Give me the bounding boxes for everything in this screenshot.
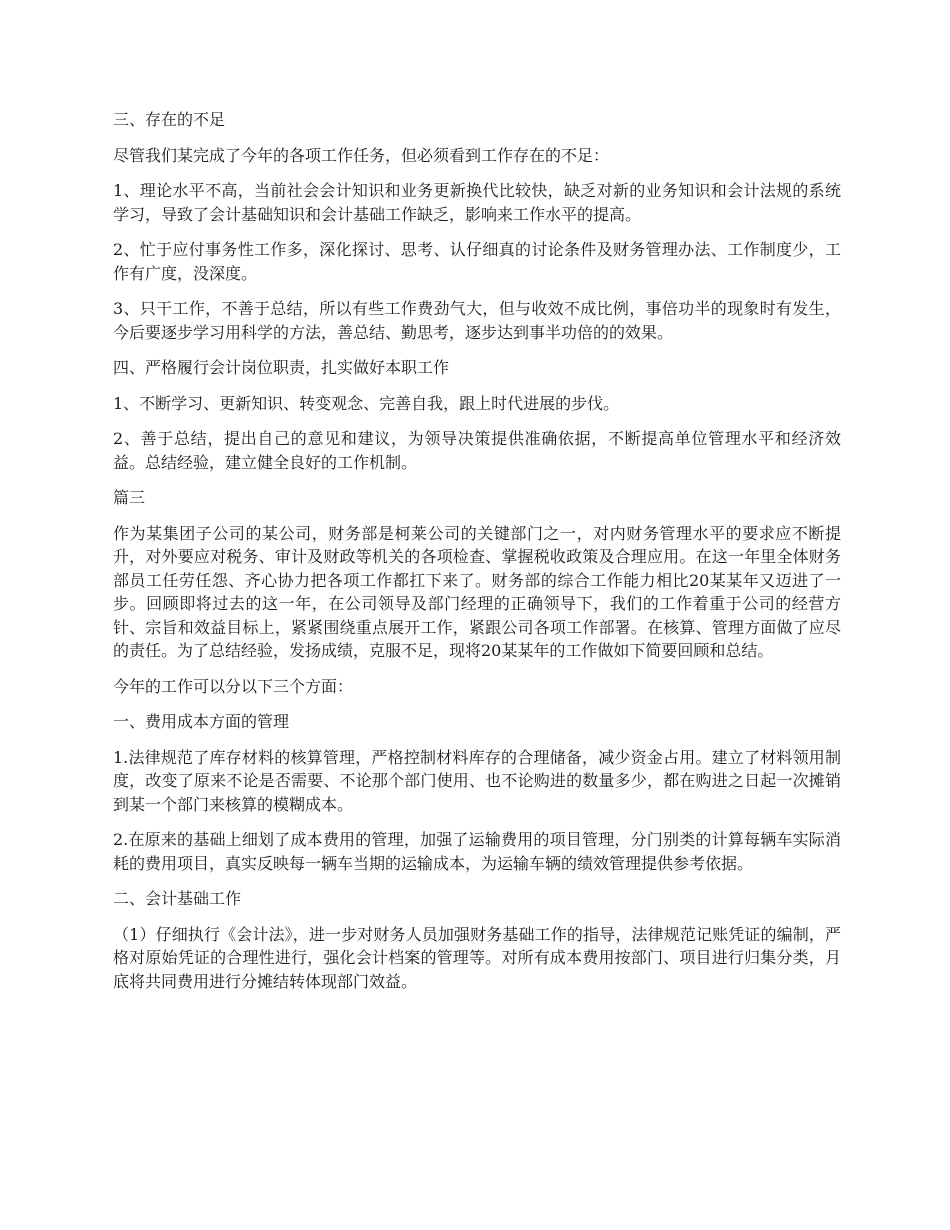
paragraph-shortcoming-1: 1、理论水平不高，当前社会会计知识和业务更新换代比较快，缺乏对新的业务知识和会计法规的系统学习，导致了会计基础知识和会计基础工作缺乏，影响来工作水平的提高。 bbox=[113, 181, 841, 224]
document-page bbox=[113, 108, 841, 1005]
paragraph-shortcomings-intro: 尽管我们某完成了今年的各项工作任务，但必须看到工作存在的不足： bbox=[113, 145, 610, 165]
section-heading-duties: 四、严格履行会计岗位职责，扎实做好本职工作 bbox=[113, 358, 450, 377]
paragraph-three-aspects: 今年的工作可以分以下三个方面： bbox=[113, 676, 354, 696]
paragraph-shortcoming-3: 3、只干工作，不善于总结，所以有些工作费劲气大，但与收效不成比例，事倍功半的现象时有发生，今后要逐步学习用科学的方法，善总结、勤思考，逐步达到事半功倍的的效果。 bbox=[113, 299, 841, 342]
paragraph-duty-2: 2、善于总结，提出自己的意见和建议，为领导决策提供准确依据，不断提高单位管理水平和经济效益。总结经验，建立健全良好的工作机制。 bbox=[113, 429, 841, 472]
paragraph-duty-1: 1、不断学习、更新知识、转变观念、完善自我，跟上时代进展的步伐。 bbox=[113, 393, 620, 413]
paragraph-shortcoming-2: 2、忙于应付事务性工作多，深化探讨、思考、认仔细真的讨论条件及财务管理办法、工作制度少，工作有广度，没深度。 bbox=[113, 240, 841, 283]
paragraph-cost-2: 2.在原来的基础上细划了成本费用的管理，加强了运输费用的项目管理，分门别类的计算每辆车实际消耗的费用项目，真实反映每一辆车当期的运输成本，为运输车辆的绩效管理提供参考依据。 bbox=[113, 830, 841, 873]
section-heading-part-three: 篇三 bbox=[113, 488, 146, 507]
section-heading-shortcomings: 三、存在的不足 bbox=[113, 110, 226, 129]
paragraph-accounting-1: （1）仔细执行《会计法》，进一步对财务人员加强财务基础工作的指导，法律规范记账凭证的编制，严格对原始凭证的合理性进行，强化会计档案的管理等。对所有成本费用按部门、项目进行归集分类，月底将共同费用进行分摊结转体现部门效益。 bbox=[113, 924, 841, 991]
section-heading-accounting-basics: 二、会计基础工作 bbox=[113, 889, 242, 908]
section-heading-cost-management: 一、费用成本方面的管理 bbox=[113, 712, 290, 731]
paragraph-cost-1: 1.法律规范了库存材料的核算管理，严格控制材料库存的合理储备，减少资金占用。建立了材料领用制度，改变了原来不论是否需要、不论那个部门使用、也不论购进的数量多少，都在购进之日起一次摊销到某一个部门来核算的模糊成本。 bbox=[113, 747, 841, 814]
paragraph-part-three-intro: 作为某集团子公司的某公司，财务部是柯莱公司的关键部门之一，对内财务管理水平的要求应不断提升，对外要应对税务、审计及财政等机关的各项检查、掌握税收政策及合理应用。在这一年里全体财务部员工任劳任怨、齐心协力把各项工作都扛下来了。财务部的综合工作能力相比20某某年又迈进了一步。回顾即将过去的这一年，在公司领导及部门经理的正确领导下，我们的工作着重于公司的经营方针、宗旨和效益目标上，紧紧围绕重点展开工作，紧跟公司各项工作部署。在核算、管理方面做了应尽的责任。为了总结经验，发扬成绩，克服不足，现将20某某年的工作做如下简要回顾和总结。 bbox=[113, 523, 841, 660]
